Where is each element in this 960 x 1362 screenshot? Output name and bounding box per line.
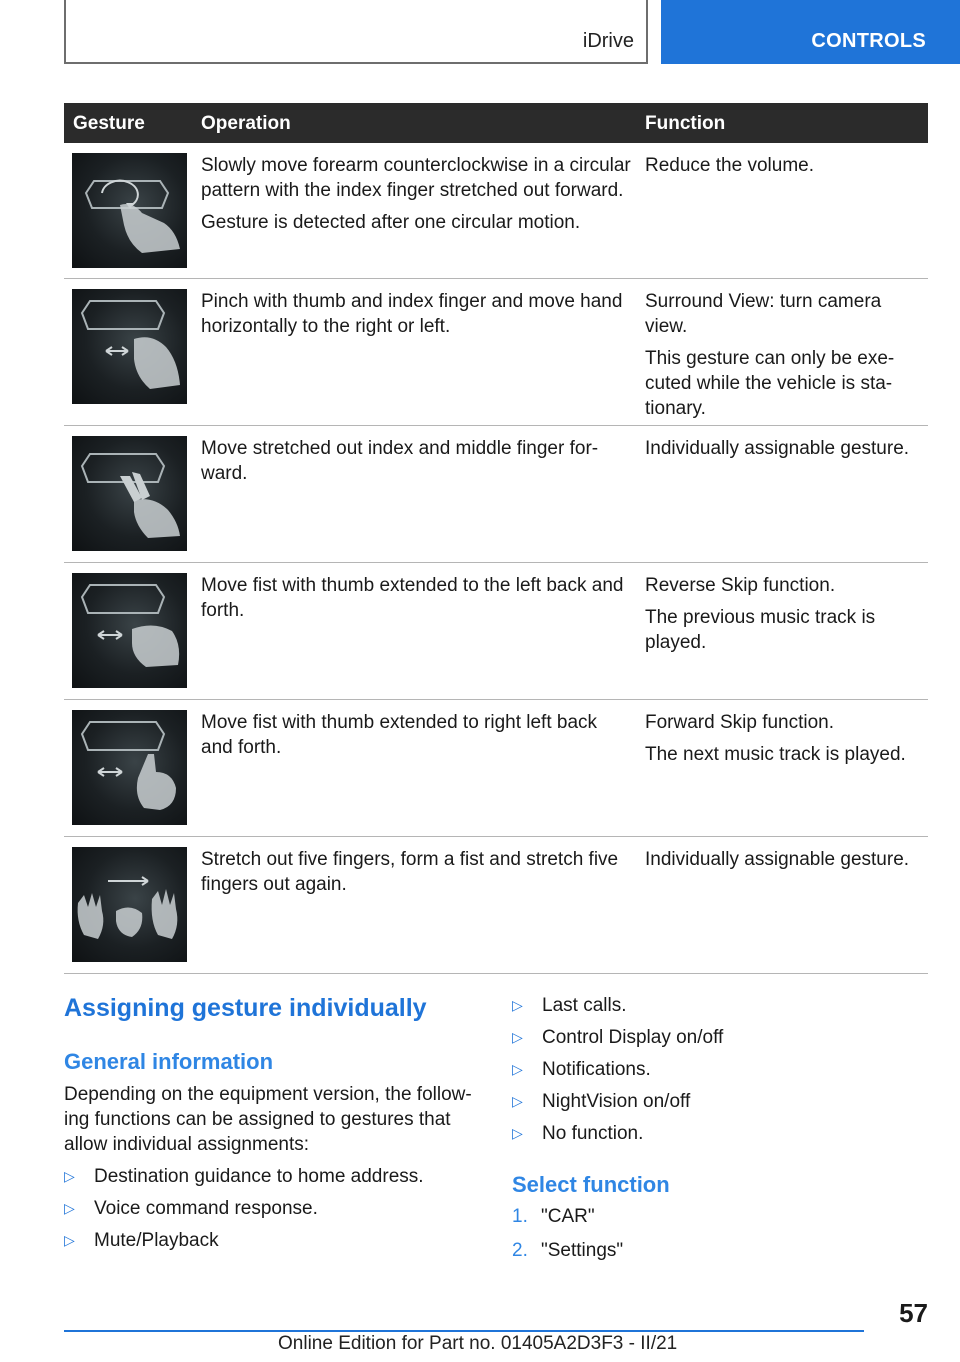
header-section-box [64,0,648,64]
operation-text: Move fist with thumb extended to the left back and forth. [201,575,624,621]
table-row [64,563,928,700]
list-item [512,1091,723,1123]
select-function-heading: Select function [512,1172,670,1197]
gesture-table [64,103,928,974]
operation-text: Gesture is detected after one circular motion. [201,212,581,233]
function-text: Individually assignable gesture. [645,438,910,459]
step-number: 1. [512,1206,528,1227]
list-item-text: Mute/Playback [94,1230,219,1251]
step-text: "Settings" [541,1240,624,1261]
right-bullet-list [512,995,723,1155]
triangle-bullet-icon: ▷ [512,1029,523,1045]
function-text: Forward Skip function. [645,712,835,733]
list-item [64,1230,424,1262]
circular-counterclockwise-gesture-icon [72,153,187,268]
list-item [64,1166,424,1198]
function-text: Reverse Skip function. [645,575,836,596]
header-section-label: iDrive [582,30,634,52]
step-number: 2. [512,1240,528,1261]
function-text: Individually assignable gesture. [645,849,910,870]
function-text: The next music track is played. [645,744,906,765]
list-item-text: Last calls. [542,995,627,1016]
table-row [64,837,928,974]
triangle-bullet-icon: ▷ [512,1061,523,1077]
operation-text: Stretch out five fingers, form a fist and stretch five fingers out again. [201,849,619,895]
function-cell [645,436,928,468]
table-row [64,426,928,563]
triangle-bullet-icon: ▷ [64,1168,75,1184]
list-item-text: NightVision on/off [542,1091,691,1112]
list-item-text: Destination guidance to home address. [94,1166,424,1187]
general-information-text: Depending on the equipment version, the follow-ing functions can be assigned to gestures that allow individual assignments: [64,1084,472,1155]
list-item-text: Notifications. [542,1059,651,1080]
list-item-text: Control Display on/off [542,1027,724,1048]
operation-cell [201,153,631,242]
function-text: This gesture can only be exe-cuted while the vehicle is sta-tionary. [645,348,895,419]
section-title: Assigning gesture individually [64,994,427,1022]
list-item [512,1123,723,1155]
general-information-heading: General information [64,1049,274,1074]
list-item [64,1198,424,1230]
operation-text: Slowly move forearm counterclockwise in a circular pattern with the index finger stretched out forward. [201,155,631,201]
function-cell [645,573,928,662]
open-fist-open-gesture-icon [72,847,187,962]
operation-cell [201,436,631,493]
col-header-function: Function [645,113,726,134]
function-text: The previous music track is played. [645,607,876,653]
header-chapter-label: CONTROLS [811,30,926,52]
col-header-operation: Operation [201,113,291,134]
triangle-bullet-icon: ▷ [64,1232,75,1248]
fist-thumb-left-gesture-icon [72,573,187,688]
footer-edition: Online Edition for Part no. 01405A2D3F3 - II/21 [278,1333,678,1354]
operation-cell [201,710,631,767]
operation-text: Move stretched out index and middle finger for-ward. [201,438,599,484]
left-bullet-list [64,1166,424,1262]
step-item [512,1206,623,1240]
table-header [64,103,928,143]
operation-text: Pinch with thumb and index finger and move hand horizontally to the right or left. [201,291,623,337]
list-item [512,995,723,1027]
two-finger-forward-gesture-icon [72,436,187,551]
step-item [512,1240,623,1274]
list-item [512,1059,723,1091]
footer-divider [64,1330,864,1332]
operation-cell [201,847,631,904]
function-text: Reduce the volume. [645,155,814,176]
operation-cell [201,289,631,346]
operation-text: Move fist with thumb extended to right left back and forth. [201,712,598,758]
triangle-bullet-icon: ▷ [64,1200,75,1216]
list-item-text: Voice command response. [94,1198,318,1219]
triangle-bullet-icon: ▷ [512,1093,523,1109]
triangle-bullet-icon: ▷ [512,997,523,1013]
list-item [512,1027,723,1059]
function-cell [645,289,928,428]
list-item-text: No function. [542,1123,644,1144]
header-chapter-tab [661,0,960,64]
operation-cell [201,573,631,630]
page-number: 57 [899,1298,928,1328]
select-function-steps [512,1206,623,1274]
table-row [64,143,928,279]
col-header-gesture: Gesture [73,113,145,134]
step-text: "CAR" [541,1206,595,1227]
function-text: Surround View: turn camera view. [645,291,882,337]
table-row [64,700,928,837]
fist-thumb-right-gesture-icon [72,710,187,825]
function-cell [645,710,928,774]
pinch-move-gesture-icon [72,289,187,404]
table-row [64,279,928,426]
function-cell [645,153,928,185]
triangle-bullet-icon: ▷ [512,1125,523,1141]
function-cell [645,847,928,879]
